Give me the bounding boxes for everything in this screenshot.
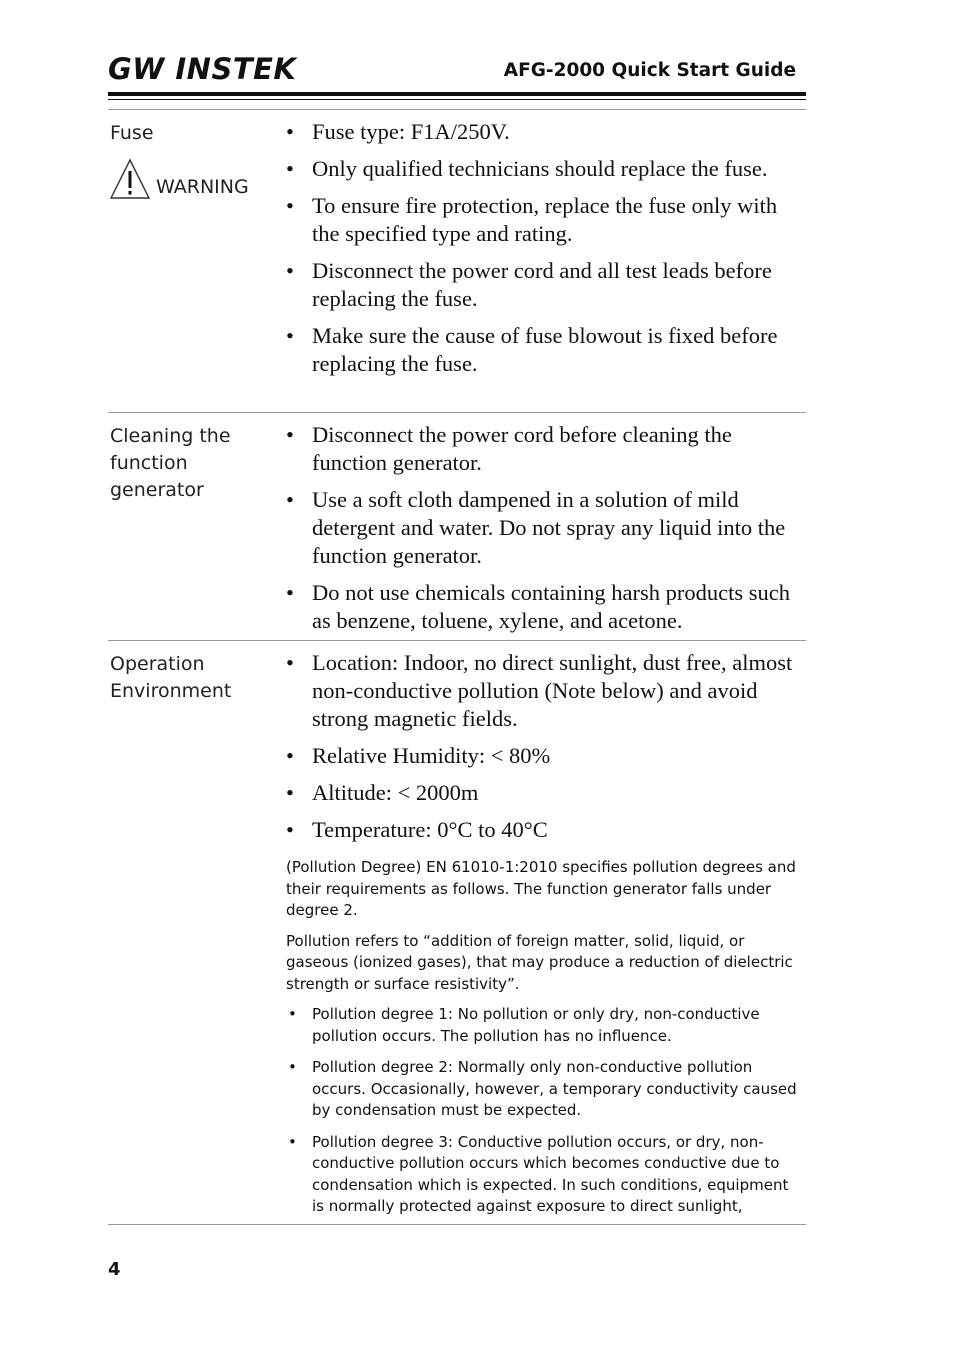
list-item: • Relative Humidity: < 80% — [284, 742, 796, 770]
fuse-section — [108, 118, 806, 413]
warning-triangle-icon — [109, 158, 151, 200]
section-divider — [108, 640, 806, 641]
table-top-rule — [108, 109, 806, 110]
operation-section — [108, 649, 806, 1225]
cleaning-section — [108, 421, 806, 641]
list-item: • Altitude: < 2000m — [284, 779, 796, 807]
fuse-list — [284, 118, 796, 387]
page-number: 4 — [108, 1259, 121, 1280]
pollution-degree-list — [286, 1004, 798, 1218]
pollution-notes — [286, 857, 798, 1218]
list-item: • To ensure fire protection, replace the fuse only with the specified type and rating. — [284, 192, 796, 248]
header-rule-thin — [108, 99, 806, 100]
list-item: • Use a soft cloth dampened in a solution of mild detergent and water. Do not spray any liquid into the function generator. — [284, 486, 796, 570]
pollution-definition-note: Pollution refers to “addition of foreign matter, solid, liquid, or gaseous (ionized gases), that may produce a reduction of dielectric strength or surface resistivity”. — [286, 931, 793, 993]
cleaning-label: Cleaning the function generator — [110, 425, 231, 501]
operation-label: Operation Environment — [110, 653, 232, 702]
section-divider — [108, 1224, 806, 1225]
list-item: • Pollution degree 3: Conductive pollution occurs, or dry, non-conductive pollution occurs which becomes conductive due to condensation which is expected. In such conditions, equipment is normally protected against exposure to direct sunlight, — [286, 1132, 798, 1218]
header-rule — [108, 92, 806, 96]
list-item: • Make sure the cause of fuse blowout is fixed before replacing the fuse. — [284, 322, 796, 378]
list-item: • Do not use chemicals containing harsh products such as benzene, toluene, xylene, and acetone. — [284, 579, 796, 635]
warning-label: WARNING — [156, 176, 249, 198]
list-item: • Disconnect the power cord and all test leads before replacing the fuse. — [284, 257, 796, 313]
fuse-label: Fuse — [110, 122, 154, 144]
list-item: • Fuse type: F1A/250V. — [284, 118, 796, 146]
company-logo: GW INSTEK — [108, 52, 297, 86]
cleaning-list — [284, 421, 796, 644]
list-item: • Pollution degree 1: No pollution or only dry, non-conductive pollution occurs. The pollution has no influence. — [286, 1004, 798, 1047]
operation-list — [284, 649, 796, 853]
list-item: • Pollution degree 2: Normally only non-conductive pollution occurs. Occasionally, however, a temporary conductivity caused by condensation must be expected. — [286, 1057, 798, 1122]
warning-notice — [109, 156, 279, 200]
list-item: • Disconnect the power cord before cleaning the function generator. — [284, 421, 796, 477]
list-item: • Only qualified technicians should replace the fuse. — [284, 155, 796, 183]
list-item: • Location: Indoor, no direct sunlight, dust free, almost non-conductive pollution (Note below) and avoid strong magnetic fields. — [284, 649, 796, 733]
document-title: AFG-2000 Quick Start Guide — [503, 60, 796, 81]
pollution-degree-note: (Pollution Degree) EN 61010-1:2010 specifies pollution degrees and their requirements as follows. The function generator falls under degree 2. — [286, 858, 796, 919]
list-item: • Temperature: 0°C to 40°C — [284, 816, 796, 844]
section-divider — [108, 412, 806, 413]
